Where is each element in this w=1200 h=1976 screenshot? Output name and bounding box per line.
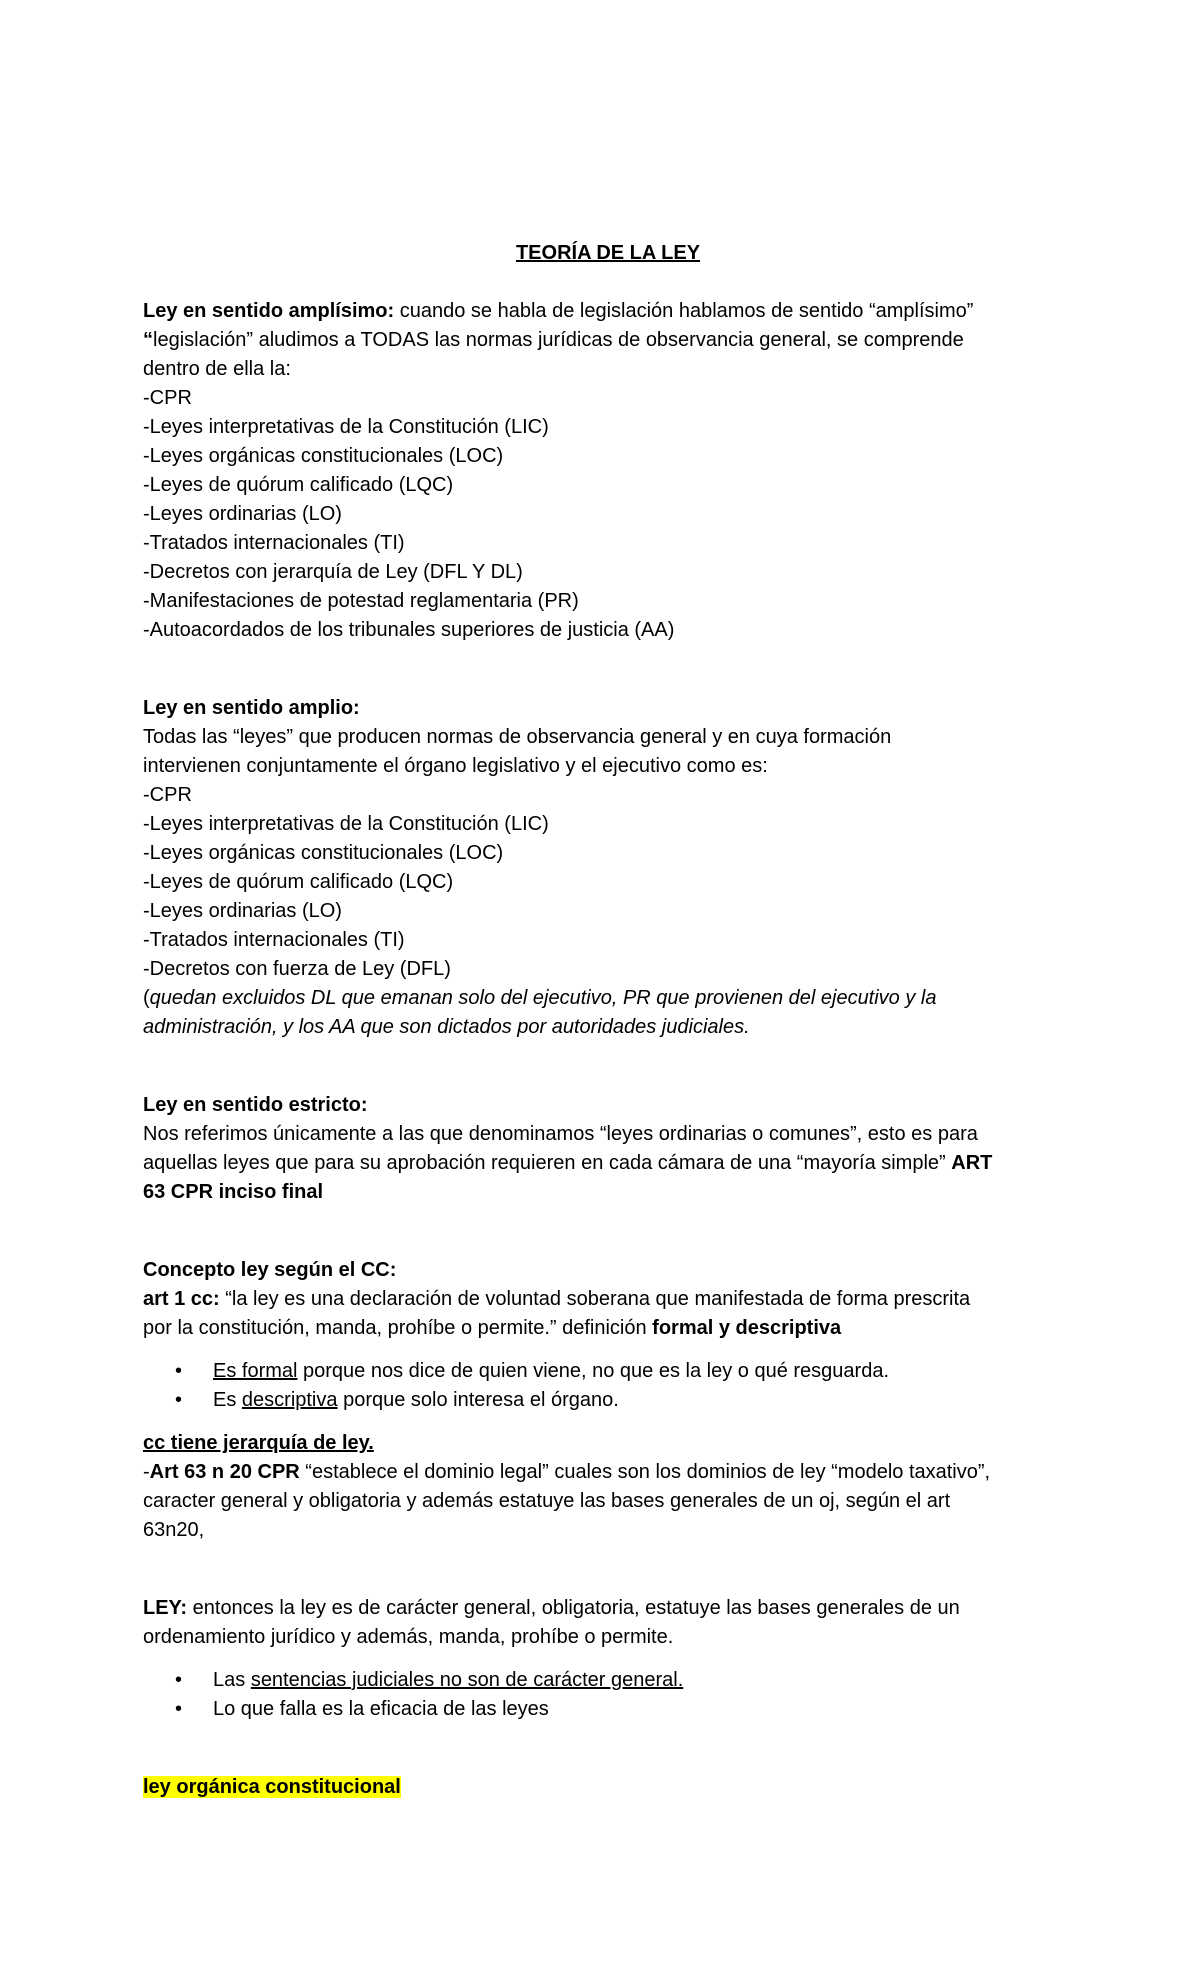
bullet-item (143, 1357, 1073, 1386)
list-item: -Leyes interpretativas de la Constitución (LIC) (143, 813, 549, 835)
list-item: -Leyes de quórum calificado (LQC) (143, 474, 454, 496)
section-heading (143, 1256, 1073, 1285)
bullet-item (143, 1666, 1073, 1695)
section-concepto-cc (143, 1256, 1073, 1343)
article-reference: art 1 cc: (143, 1288, 220, 1310)
paragraph-line (143, 297, 1073, 326)
body-text: Es (213, 1389, 242, 1411)
paragraph-line (143, 1178, 1073, 1207)
dash: - (143, 1461, 150, 1483)
bullet-icon: • (175, 1669, 183, 1691)
section-heading-text: Ley en sentido estricto: (143, 1094, 368, 1116)
body-text: 63n20, (143, 1519, 205, 1541)
note-text: administración, y los AA que son dictados por autoridades judiciales. (143, 1016, 750, 1038)
list-item: -Leyes orgánicas constitucionales (LOC) (143, 445, 504, 467)
section-heading-text: Concepto ley según el CC: (143, 1259, 397, 1281)
list-item: -Decretos con fuerza de Ley (DFL) (143, 958, 451, 980)
body-text: porque nos dice de quien viene, no que es la ley o qué resguarda. (297, 1360, 890, 1382)
underlined-text: Es formal (213, 1360, 298, 1382)
section-amplio (143, 694, 1073, 1042)
bullet-icon: • (175, 1360, 183, 1382)
list-item: -CPR (143, 387, 192, 409)
highlighted-heading: ley orgánica constitucional (143, 1776, 401, 1798)
document-title: TEORÍA DE LA LEY (515, 242, 701, 264)
note-line (143, 984, 1073, 1013)
list-item: -Leyes orgánicas constitucionales (LOC) (143, 842, 504, 864)
section-estricto (143, 1091, 1073, 1207)
body-text: “la ley es una declaración de voluntad soberana que manifestada de forma prescrita (219, 1288, 971, 1310)
underlined-text: descriptiva (241, 1389, 338, 1411)
list-item: -Manifestaciones de potestad reglamentaria (PR) (143, 590, 579, 612)
article-reference: Art 63 n 20 CPR (149, 1461, 300, 1483)
paragraph-line (143, 1149, 1073, 1178)
section-heading: Ley en sentido amplísimo: (143, 300, 395, 322)
section-jerarquia (143, 1429, 1073, 1545)
body-text: caracter general y obligatoria y además estatuye las bases generales de un oj, según el art (143, 1490, 951, 1512)
list-item: -Autoacordados de los tribunales superiores de justicia (AA) (143, 619, 675, 641)
bullet-item (143, 1386, 1073, 1415)
note-paren: ( (143, 987, 150, 1009)
body-text: aquellas leyes que para su aprobación requieren en cada cámara de una “mayoría simple” (143, 1152, 952, 1174)
note-text: quedan excluidos DL que emanan solo del ejecutivo, PR que provienen del ejecutivo y la (149, 987, 937, 1009)
list-item: -Decretos con jerarquía de Ley (DFL Y DL) (143, 561, 523, 583)
list-item: -Leyes ordinarias (LO) (143, 503, 342, 525)
bold-text: formal y descriptiva (652, 1317, 842, 1339)
section-heading (143, 1429, 1073, 1458)
bullet-list (143, 1666, 1073, 1724)
section-heading-text: Ley en sentido amplio: (143, 697, 360, 719)
underlined-text: sentencias judiciales no son de carácter general. (250, 1669, 684, 1691)
section-label: LEY: (143, 1597, 188, 1619)
list-item: -Leyes ordinarias (LO) (143, 900, 342, 922)
list-item: -CPR (143, 784, 192, 806)
article-reference: ART (951, 1152, 993, 1174)
paragraph-line (143, 1594, 1073, 1623)
paragraph-line (143, 1285, 1073, 1314)
section-ley (143, 1594, 1073, 1652)
bullet-list (143, 1357, 1073, 1415)
section-heading (143, 694, 1073, 723)
bullet-icon: • (175, 1389, 183, 1411)
list-item: -Tratados internacionales (TI) (143, 929, 405, 951)
body-text: Nos referimos únicamente a las que denominamos “leyes ordinarias o comunes”, esto es para (143, 1123, 978, 1145)
list-item: -Tratados internacionales (TI) (143, 532, 405, 554)
body-text: porque solo interesa el órgano. (337, 1389, 619, 1411)
body-text: entonces la ley es de carácter general, obligatoria, estatuye las bases generales de un (187, 1597, 960, 1619)
section-heading-text: cc tiene jerarquía de ley. (143, 1432, 374, 1454)
list-item: -Leyes interpretativas de la Constitución (LIC) (143, 416, 549, 438)
article-reference: 63 CPR inciso final (143, 1181, 324, 1203)
body-text: “establece el dominio legal” cuales son los dominios de ley “modelo taxativo”, (299, 1461, 991, 1483)
body-text: ordenamiento jurídico y además, manda, prohíbe o permite. (143, 1626, 674, 1648)
body-text: intervienen conjuntamente el órgano legislativo y el ejecutivo como es: (143, 755, 768, 777)
body-text: Las (213, 1669, 251, 1691)
section-loc (143, 1773, 1073, 1802)
body-text: dentro de ella la: (143, 358, 291, 380)
paragraph-line (143, 1314, 1073, 1343)
section-amplisimo (143, 297, 1073, 645)
bullet-icon: • (175, 1698, 183, 1720)
body-text: cuando se habla de legislación hablamos de sentido “amplísimo” (394, 300, 974, 322)
paragraph-line (143, 1773, 1073, 1802)
document-body (143, 239, 1073, 1802)
body-text: legislación” aludimos a TODAS las normas jurídicas de observancia general, se comprende (153, 329, 964, 351)
list-item: -Leyes de quórum calificado (LQC) (143, 871, 454, 893)
bullet-item (143, 1695, 1073, 1724)
body-text: por la constitución, manda, prohíbe o permite.” definición (143, 1317, 653, 1339)
section-heading (143, 1091, 1073, 1120)
paragraph-line (143, 326, 1073, 355)
body-text: Todas las “leyes” que producen normas de observancia general y en cuya formación (143, 726, 892, 748)
paragraph-line (143, 1458, 1073, 1487)
body-text: Lo que falla es la eficacia de las leyes (213, 1698, 549, 1720)
quote-mark: “ (143, 329, 153, 351)
